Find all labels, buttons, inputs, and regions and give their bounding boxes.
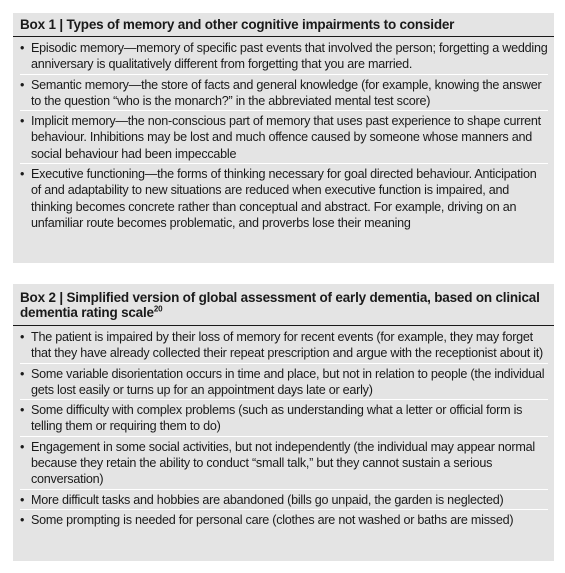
list-item-text: Implicit memory—the non-conscious part of memory that uses past experience to shape current behaviour. Inhibitions may be lost and much offence caused by someone whose manners and social behaviour had been impeccable [31,114,541,161]
box-1-memory-types [13,13,554,263]
list-item-text: Some prompting is needed for personal care (clothes are not washed or baths are missed) [31,512,514,527]
list-item [20,40,548,74]
list-item [20,436,548,489]
box-2-list [13,326,554,529]
list-item [20,329,548,363]
list-item-text: Some difficulty with complex problems (such as understanding what a letter or official form is telling them or requiring them to do) [31,403,523,434]
bullet-icon: • [20,439,25,454]
box-2-title-text: Box 2 | Simplified version of global assessment of early dementia, based on clinical dementia rating scale [20,290,540,320]
bullet-icon: • [20,167,25,182]
list-item [20,489,548,509]
list-item-text: The patient is impaired by their loss of memory for recent events (for example, they may forget that they have already collected their repeat prescription and argue with the receptionist about it) [31,330,543,361]
list-item [20,509,548,529]
list-item [20,163,548,232]
bullet-icon: • [20,512,25,527]
list-item-text: Engagement in some social activities, but not independently (the individual may appear normal because they retain the ability to conduct “small talk,” but they cannot sustain a serious conversation) [31,439,535,487]
box-2-title-reference: 20 [153,304,163,314]
list-item [20,74,548,111]
bullet-icon: • [20,330,25,344]
bullet-icon: • [20,114,25,129]
bullet-icon: • [20,492,25,507]
list-item-text: Executive functioning—the forms of thinking necessary for goal directed behaviour. Anticipation of and adaptability to new situations are reduced when executive function is impaired, and thinking becomes concrete rather than conceptual and abstract. For example, driving on an unfamiliar route becomes problematic, and proverbs lose their meaning [31,167,537,230]
list-item [20,399,548,436]
list-item-text: Semantic memory—the store of facts and general knowledge (for example, knowing the answer to the question “who is the monarch?” in the abbreviated mental test score) [31,77,542,108]
list-item-text: Some variable disorientation occurs in time and place, but not in relation to people (the individual gets lost easily or turns up for an appointment days late or early) [31,366,545,397]
list-item-text: More difficult tasks and hobbies are abandoned (bills go unpaid, the garden is neglected) [31,492,504,507]
list-item-text: Episodic memory—memory of specific past events that involved the person; forgetting a wedding anniversary is qualitatively different from forgetting that you are married. [31,41,548,72]
box-2-dementia-assessment [13,284,554,561]
bullet-icon: • [20,366,25,381]
list-item [20,363,548,400]
box-1-list [13,37,554,232]
box-2-title [13,284,554,325]
box-1-title: Box 1 | Types of memory and other cognitive impairments to consider [20,17,455,32]
bullet-icon: • [20,77,25,92]
list-item [20,110,548,163]
bullet-icon: • [20,41,25,55]
bullet-icon: • [20,403,25,418]
